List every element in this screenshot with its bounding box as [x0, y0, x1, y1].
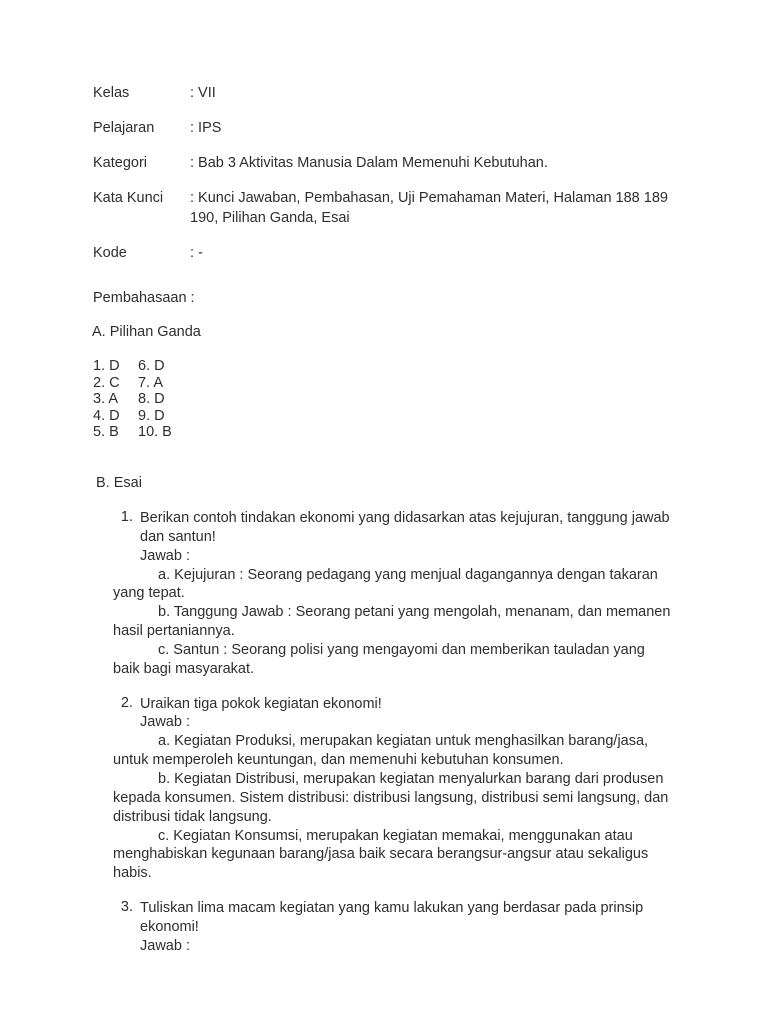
answer-item: 3. A	[93, 391, 118, 408]
answer-item: 10. B	[138, 424, 172, 441]
answer-sub-item: c. Santun : Seorang polisi yang mengayomi dan memberikan tauladan yang baik bagi masyarakat.	[113, 641, 645, 677]
metadata-row	[93, 84, 671, 103]
question-number: 2.	[120, 694, 133, 711]
essay-questions-list	[113, 509, 671, 956]
answer-sub-item: c. Kegiatan Konsumsi, merupakan kegiatan memakai, menggunakan atau menghabiskan kegunaan barang/jasa baik secara berangsur-angsur atau sekaligus habis.	[113, 827, 649, 882]
question-text: Tuliskan lima macam kegiatan yang kamu lakukan yang berdasar pada prinsip ekonomi!	[140, 900, 644, 935]
answer-sub-item: b. Kegiatan Distribusi, merupakan kegiatan menyalurkan barang dari produsen kepada konsumen. Sistem distribusi: distribusi langsung, distribusi semi langsung, dan distribusi tidak langsung.	[113, 770, 669, 825]
essay-question	[113, 509, 671, 679]
section-b-heading: B. Esai	[96, 475, 142, 491]
answer-item: 8. D	[138, 391, 165, 408]
metadata-value: : IPS	[190, 120, 222, 137]
metadata-row	[93, 244, 671, 263]
answer-item: 2. C	[93, 374, 120, 391]
section-a-heading: A. Pilihan Ganda	[92, 324, 201, 340]
answer-label: Jawab :	[140, 547, 190, 564]
question-number: 3.	[120, 899, 133, 916]
metadata-value: : -	[190, 244, 203, 261]
answer-row	[93, 424, 172, 441]
answer-row	[93, 358, 172, 375]
metadata-row	[93, 119, 671, 138]
question-text: Berikan contoh tindakan ekonomi yang didasarkan atas kejujuran, tanggung jawab dan santun!	[140, 510, 670, 545]
metadata-row	[93, 154, 671, 173]
metadata-row	[93, 189, 671, 227]
answer-sub-item: a. Kegiatan Produksi, merupakan kegiatan untuk menghasilkan barang/jasa, untuk memperoleh keuntungan, dan memenuhi kebutuhan konsumen.	[113, 733, 649, 769]
answer-row	[93, 391, 172, 408]
essay-question	[113, 695, 671, 883]
multiple-choice-answers	[93, 358, 172, 441]
answer-item: 9. D	[138, 407, 165, 424]
metadata-label: Pelajaran	[93, 120, 155, 137]
metadata-label: Kategori	[93, 155, 148, 172]
metadata-label: Kelas	[93, 85, 130, 101]
answer-item: 1. D	[93, 358, 120, 374]
metadata-value: : Kunci Jawaban, Pembahasan, Uji Pemahaman Materi, Halaman 188 189 190, Pilihan Ganda, Esai	[190, 190, 668, 226]
answer-item: 6. D	[138, 358, 165, 374]
essay-question	[113, 899, 671, 956]
answer-row	[93, 375, 172, 392]
answer-item: 4. D	[93, 407, 120, 424]
question-number: 1.	[120, 509, 133, 525]
answer-sub-list	[113, 732, 671, 883]
answer-sub-list	[113, 566, 671, 679]
answer-sub-item: b. Tanggung Jawab : Seorang petani yang mengolah, menanam, dan memanen hasil pertaniannya.	[113, 604, 671, 640]
answer-label: Jawab :	[140, 714, 190, 731]
question-text: Uraikan tiga pokok kegiatan ekonomi!	[140, 695, 382, 712]
answer-item: 7. A	[138, 374, 163, 391]
answer-item: 5. B	[93, 424, 119, 441]
metadata-block	[93, 84, 671, 263]
metadata-value: : VII	[190, 85, 216, 101]
pembahasaan-heading: Pembahasaan :	[93, 290, 195, 306]
answer-label: Jawab :	[140, 937, 190, 954]
answer-row	[93, 408, 172, 425]
metadata-label: Kode	[93, 244, 127, 261]
metadata-label: Kata Kunci	[93, 190, 164, 207]
metadata-value: : Bab 3 Aktivitas Manusia Dalam Memenuhi Kebutuhan.	[190, 155, 548, 172]
answer-sub-item: a. Kejujuran : Seorang pedagang yang menjual dagangannya dengan takaran yang tepat.	[113, 566, 658, 602]
